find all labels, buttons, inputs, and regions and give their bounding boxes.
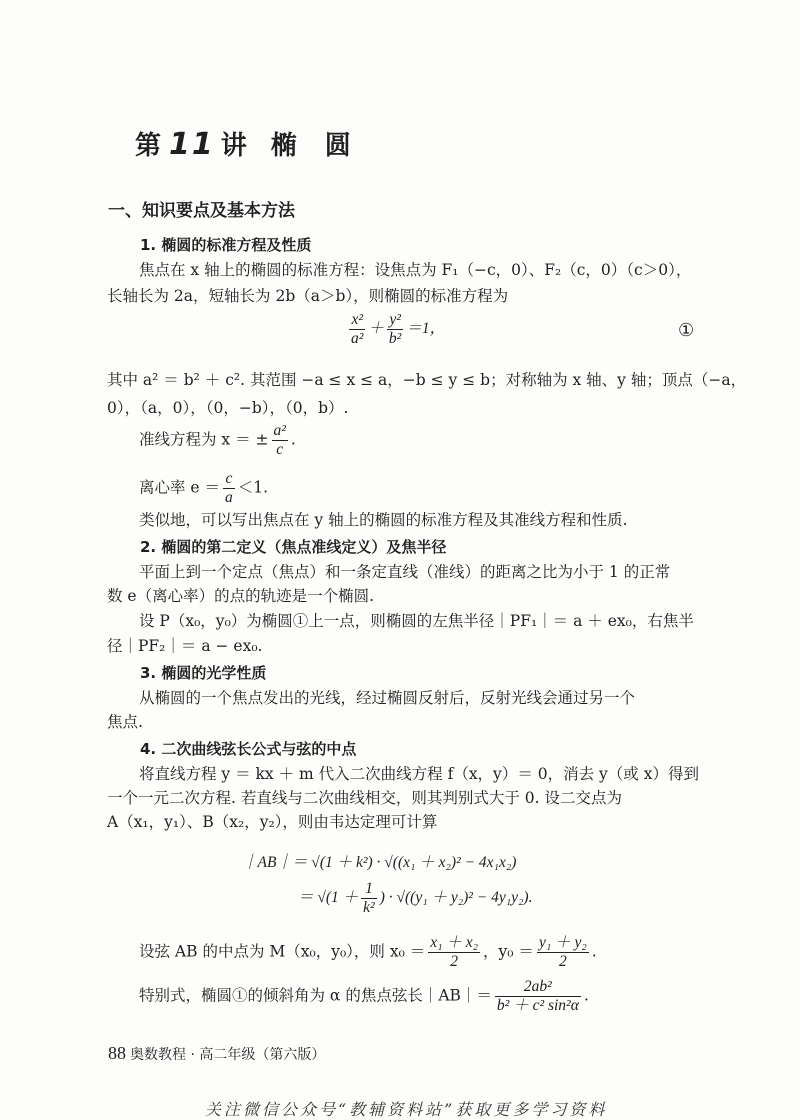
subsection-1: 1. 椭圆的标准方程及性质 bbox=[140, 236, 312, 254]
text: . bbox=[290, 430, 296, 449]
fraction bbox=[537, 934, 589, 971]
paragraph-line: 将直线方程 y ＝ kx ＋ m 代入二次曲线方程 f（x，y）＝ 0，消去 y（或 x）得到 bbox=[139, 765, 699, 783]
fraction bbox=[428, 934, 480, 971]
text: 设弦 AB 的中点为 M（x₀，y₀），则 x₀ ＝ bbox=[139, 942, 426, 961]
fraction bbox=[495, 978, 581, 1015]
section-heading: 一、知识要点及基本方法 bbox=[108, 201, 295, 221]
denominator: k² bbox=[363, 899, 375, 916]
numerator: x₁ ＋ x₂ bbox=[430, 934, 479, 951]
fraction bbox=[272, 422, 288, 459]
text: 离心率 e ＝ bbox=[139, 478, 221, 497]
equation-number: ① bbox=[678, 320, 695, 341]
text: . bbox=[591, 942, 597, 961]
chord-length-formula-2 bbox=[298, 880, 532, 917]
page-footer bbox=[108, 1043, 325, 1064]
numerator: 1 bbox=[361, 880, 377, 899]
text: ，y₀ ＝ bbox=[483, 942, 534, 961]
paragraph-line: 数 e（离心率）的点的轨迹是一个椭圆. bbox=[107, 587, 375, 605]
text: 特别式，椭圆①的倾斜角为 α 的焦点弦长｜AB｜＝ bbox=[139, 986, 492, 1005]
fraction bbox=[349, 311, 365, 348]
subsection-3: 3. 椭圆的光学性质 bbox=[140, 664, 267, 682]
fraction bbox=[223, 470, 235, 507]
paragraph-line: 设 P（x₀，y₀）为椭圆①上一点，则椭圆的左焦半径｜PF₁｜＝ a ＋ ex₀，右焦半 bbox=[139, 612, 694, 630]
numerator: c bbox=[223, 470, 235, 489]
chapter-prefix: 第 bbox=[135, 131, 164, 161]
chapter-suffix: 讲 bbox=[220, 131, 249, 161]
text: ＝ √(1 ＋ bbox=[298, 889, 359, 907]
page-number: 88 bbox=[108, 1043, 126, 1063]
denominator: b² bbox=[388, 330, 402, 347]
paragraph-line: 平面上到一个定点（焦点）和一条定直线（准线）的距离之比为小于 1 的正常 bbox=[139, 563, 671, 581]
eccentricity-line bbox=[139, 470, 268, 507]
denominator: c bbox=[276, 441, 284, 458]
fraction bbox=[387, 311, 403, 348]
focal-chord-line bbox=[139, 978, 589, 1015]
chapter-topic: 椭圆 bbox=[270, 131, 379, 161]
paragraph-line: 焦点在 x 轴上的椭圆的标准方程：设焦点为 F₁（−c，0）、F₂（c，0）（c＞0）， bbox=[139, 261, 692, 279]
equation-rhs: ＝1， bbox=[406, 320, 446, 338]
numerator: y₁ ＋ y₂ bbox=[538, 934, 587, 951]
directrix-line bbox=[139, 422, 296, 459]
paragraph-line: A（x₁，y₁）、B（x₂，y₂），则由韦达定理可计算 bbox=[107, 813, 438, 831]
paragraph-line: 径｜PF₂｜＝ a − ex₀. bbox=[107, 637, 263, 655]
denominator: 2 bbox=[450, 953, 458, 970]
text: ) · √((y₁ ＋ y₂)² − 4y₁y₂). bbox=[379, 889, 533, 907]
watermark-text: 关注微信公众号“教辅资料站”获取更多学习资料 bbox=[205, 1100, 608, 1119]
book-title: 奥数教程 · 高二年级（第六版） bbox=[130, 1047, 326, 1063]
paragraph-line: 其中 a² ＝ b² ＋ c². 其范围 −a ≤ x ≤ a，−b ≤ y ≤ b；对称轴为 x 轴、y 轴；顶点（−a， bbox=[107, 371, 747, 389]
paragraph-line: 0），（a，0），（0，−b），（0，b）. bbox=[107, 399, 349, 417]
denominator: b² ＋ c² sin²α bbox=[496, 997, 579, 1014]
text: . bbox=[583, 986, 589, 1005]
subsection-4: 4. 二次曲线弦长公式与弦的中点 bbox=[140, 740, 357, 758]
paragraph-line: 长轴长为 2a，短轴长为 2b（a＞b），则椭圆的标准方程为 bbox=[107, 287, 509, 305]
fraction bbox=[361, 880, 377, 917]
text: 准线方程为 x ＝ ± bbox=[139, 430, 269, 449]
chapter-title bbox=[135, 125, 379, 162]
numerator: a² bbox=[273, 422, 286, 439]
denominator: a bbox=[225, 489, 233, 506]
subsection-2: 2. 椭圆的第二定义（焦点准线定义）及焦半径 bbox=[140, 538, 447, 556]
paragraph-line: 类似地，可以写出焦点在 y 轴上的椭圆的标准方程及其准线方程和性质. bbox=[139, 511, 628, 529]
denominator: 2 bbox=[558, 953, 567, 970]
paragraph-line: 从椭圆的一个焦点发出的光线，经过椭圆反射后，反射光线会通过另一个 bbox=[139, 689, 636, 707]
denominator: a² bbox=[351, 330, 364, 347]
ellipse-equation: $\frac{\text{x²}}{\text{a²}}$ ＋ $\frac{\text{y²}}{\text{b²}}$ ＝1， bbox=[351, 311, 446, 347]
numerator: y² bbox=[387, 311, 403, 330]
numerator: x² bbox=[349, 311, 365, 330]
paragraph-line: 焦点. bbox=[107, 713, 143, 731]
text: ＜1. bbox=[237, 478, 269, 497]
chapter-number: 11 bbox=[169, 127, 215, 162]
midpoint-line bbox=[139, 934, 597, 971]
chord-length-formula-1: ｜AB｜＝ √(1 ＋ k²) · √((x₁ ＋ x₂)² − 4x₁x₂) bbox=[242, 854, 517, 871]
numerator: 2ab² bbox=[495, 978, 581, 997]
paragraph-line: 一个一元二次方程. 若直线与二次曲线相交，则其判别式大于 0. 设二交点为 bbox=[107, 789, 622, 807]
